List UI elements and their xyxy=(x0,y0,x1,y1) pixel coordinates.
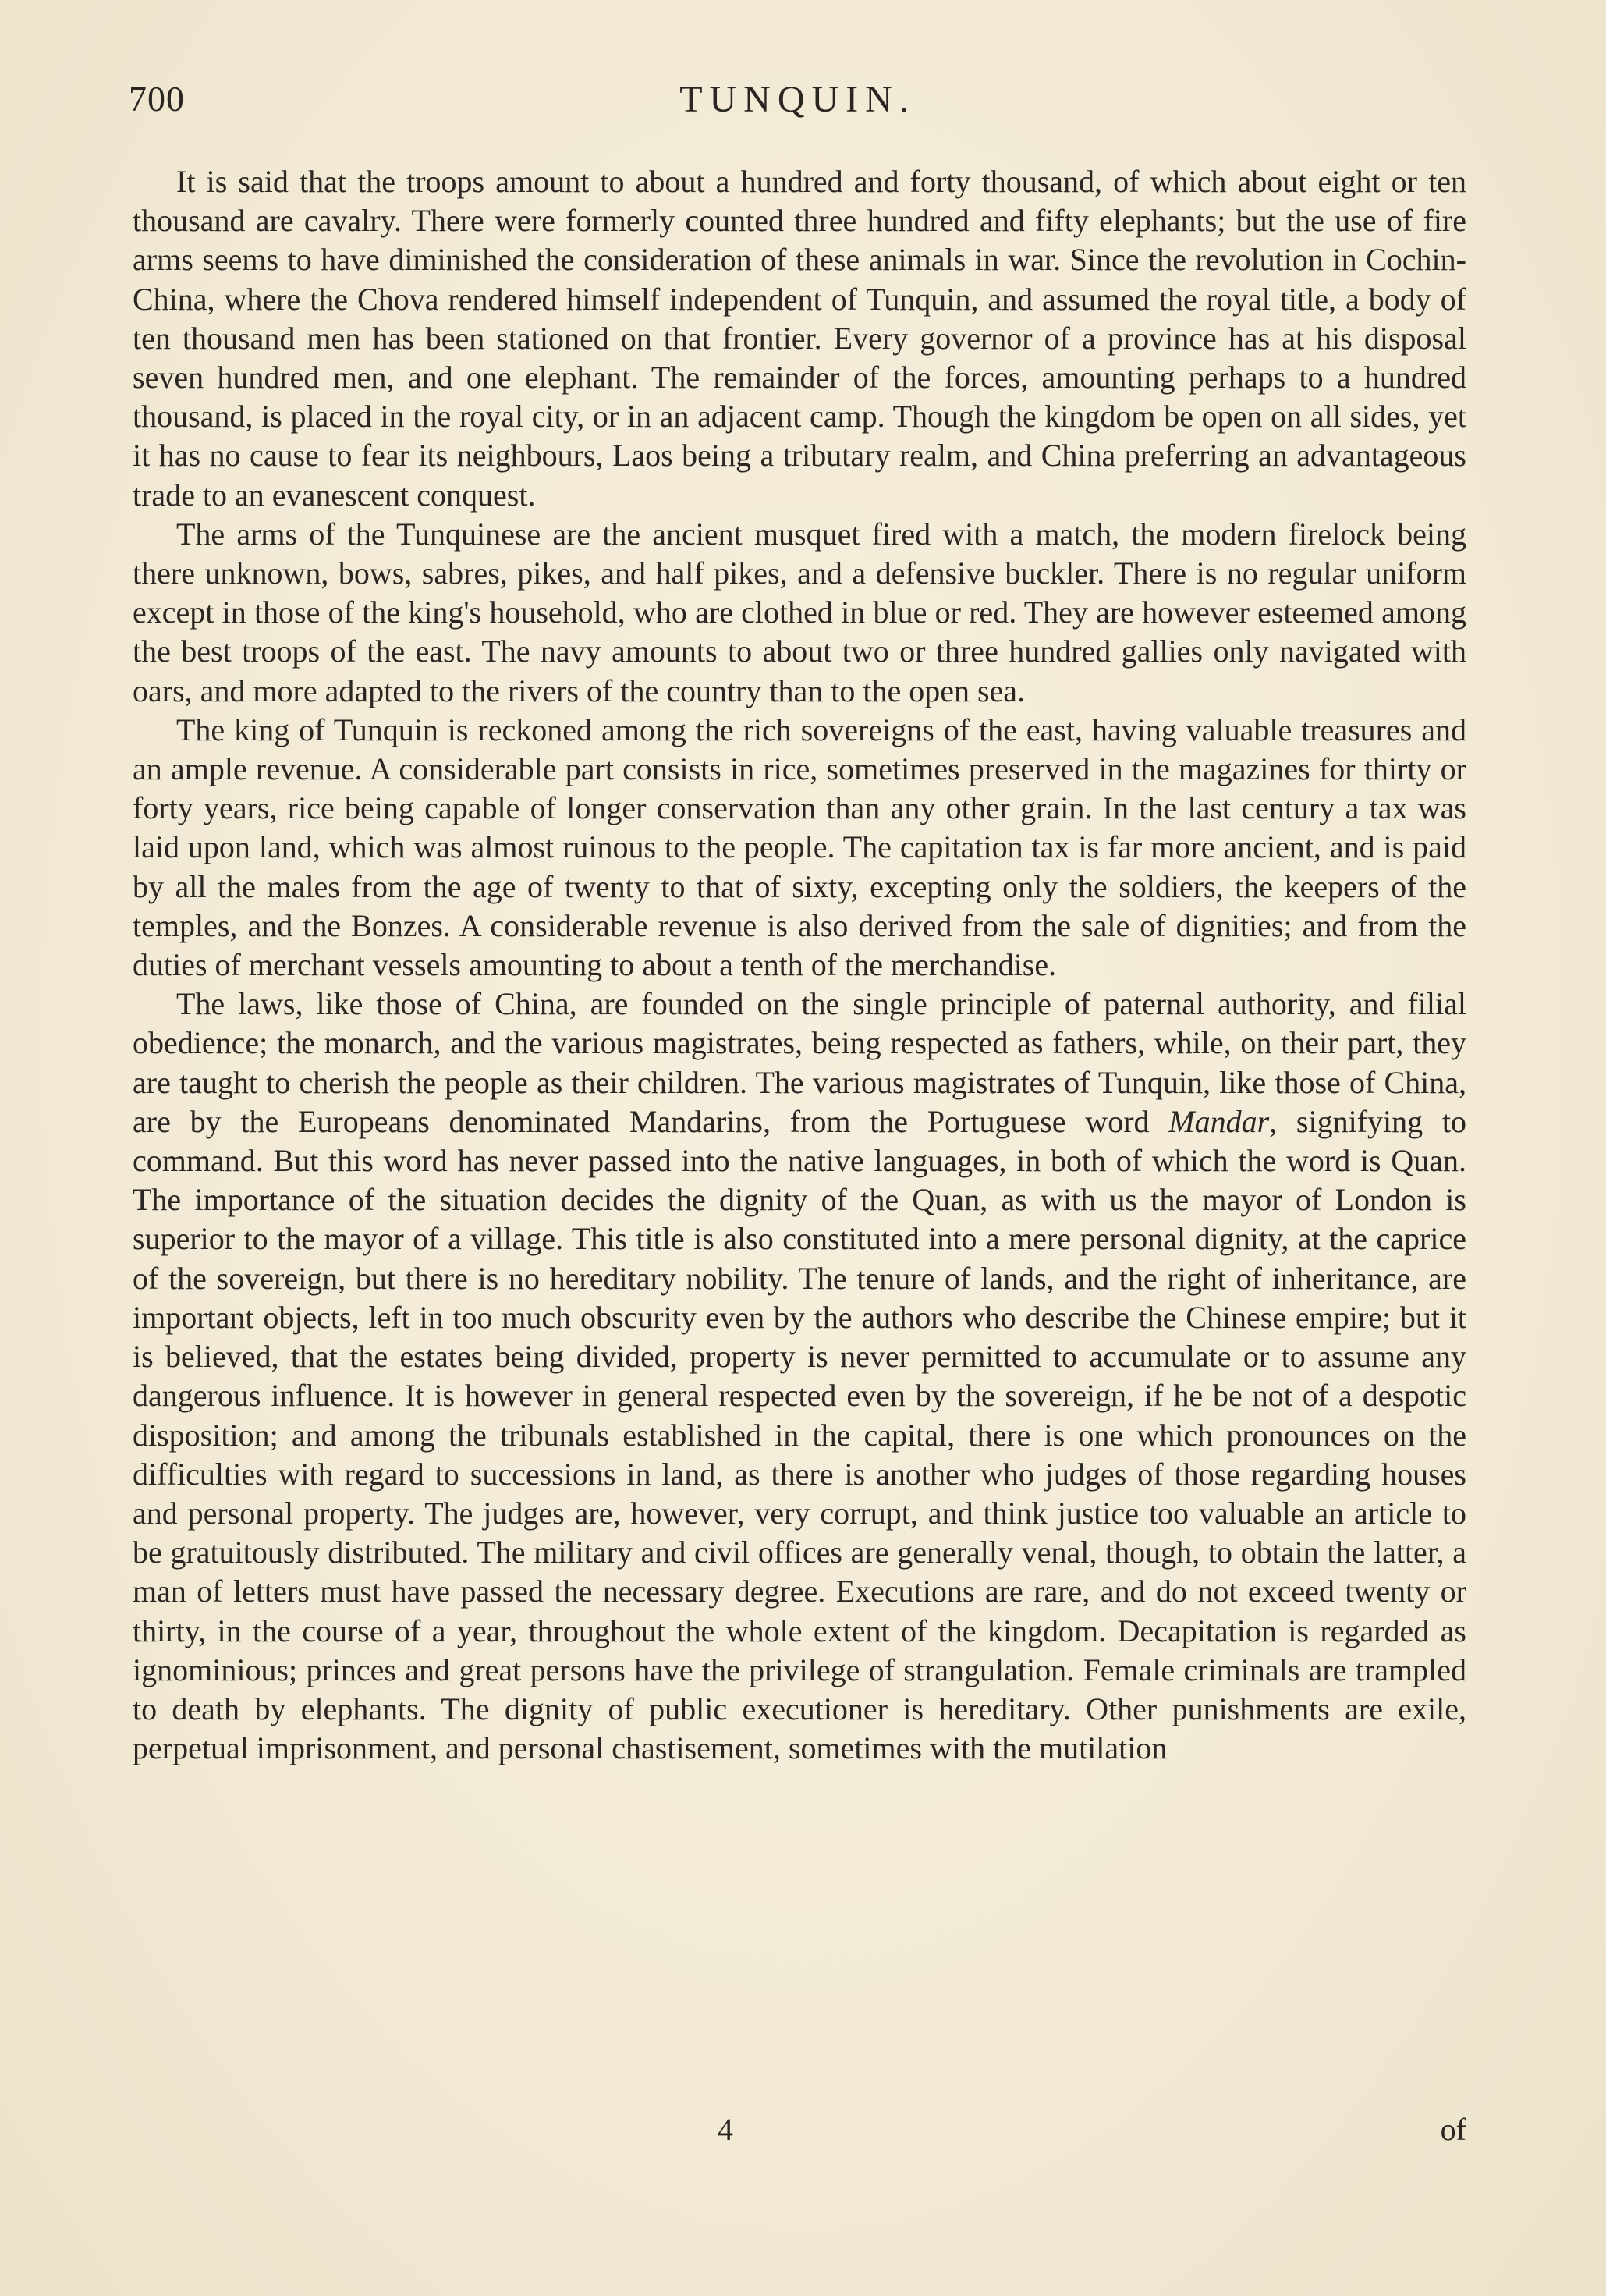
laws-text-end: , signifying to command. But this word has never passed into the native languages, in both of which the word is Quan. The importance of the situation decides the dignity of the Quan, as with us the mayor of London is superior to the mayor of a village. This title is also constituted into a mere personal dignity, at the caprice of the sovereign, but there is no hereditary nobility. The tenure of lands, and the right of inheritance, are important objects, left in too much obscurity even by the authors who describe the Chinese empire; but it is believed, that the estates being divided, property is never permitted to accumulate or to assume any dangerous influence. It is however in general respected even by the sovereign, if he be not of a despotic disposition; and among the tribunals established in the capital, there is one which pronounces on the difficulties with regard to successions in land, as there is another who judges of those regarding houses and personal property. The judges are, however, very corrupt, and think justice too valuable an article to be gratuitously distributed. The military and civil offices are generally venal, though, to obtain the latter, a man of letters must have passed the necessary degree. Executions are rare, and do not exceed twenty or thirty, in the course of a year, throughout the whole extent of the kingdom. Decapitation is regarded as ignominious; princes and great persons have the privilege of strangulation. Female criminals are trampled to death by elephants. The dignity of public executioner is hereditary. Other punishments are exile, perpetual imprisonment, and personal chastisement, sometimes with the mutilation xyxy=(133,1103,1467,1766)
catchword: of xyxy=(1440,2112,1466,2147)
page-header xyxy=(129,78,1466,133)
body-text xyxy=(133,162,1466,1768)
paragraph-laws xyxy=(133,985,1466,1768)
page-footer xyxy=(133,2111,1466,2158)
paragraph-revenue: The king of Tunquin is reckoned among the rich sovereigns of the east, having valuable treasures and an ample revenue. A considerable part consists in rice, sometimes preserved in the magazines for thirty or forty years, rice being capable of longer conservation than any other grain. In the last century a tax was laid upon land, which was almost ruinous to the people. The capitation tax is far more ancient, and is paid by all the males from the age of twenty to that of sixty, excepting only the soldiers, the keepers of the temples, and the Bonzes. A considerable revenue is also derived from the sale of dignities; and from the duties of merchant vessels amounting to about a tenth of the merchandise. xyxy=(133,712,1466,983)
italic-word: Mandar xyxy=(1168,1103,1270,1139)
paragraph-arms: The arms of the Tunquinese are the ancient musquet fired with a match, the modern firelock being there unknown, bows, sabres, pikes, and half pikes, and a defensive buckler. There is no regular uniform except in those of the king's household, who are clothed in blue or red. They are however esteemed among the best troops of the east. The navy amounts to about two or three hundred gallies only navigated with oars, and more adapted to the rivers of the country than to the open sea. xyxy=(133,516,1466,708)
signature-mark: 4 xyxy=(718,2112,733,2147)
laws-text-start: The laws, like those of China, are founded on the single principle of paternal authority, and filial obedience; the monarch, and the various magistrates, being respected as fathers, while, on their part, they are taught to cherish the people as their children. The various magistrates of Tunquin, like those of China, are by the Europeans denominated Mandarins, from the Portuguese word xyxy=(133,986,1466,1139)
running-title: TUNQUIN. xyxy=(679,79,916,120)
page-number: 700 xyxy=(129,79,185,119)
paragraph-troops: It is said that the troops amount to about a hundred and forty thousand, of which about eight or ten thousand are cavalry. There were formerly counted three hundred and fifty elephants; but the use of fire arms seems to have diminished the consideration of these animals in war. Since the revolution in Cochin-China, where the Chova rendered himself independent of Tunquin, and assumed the royal title, a body of ten thousand men has been stationed on that frontier. Every governor of a province has at his disposal seven hundred men, and one elephant. The remainder of the forces, amounting perhaps to a hundred thousand, is placed in the royal city, or in an adjacent camp. Though the kingdom be open on all sides, yet it has no cause to fear its neighbours, Laos being a tributary realm, and China preferring an advantageous trade to an evanescent conquest. xyxy=(133,164,1466,513)
